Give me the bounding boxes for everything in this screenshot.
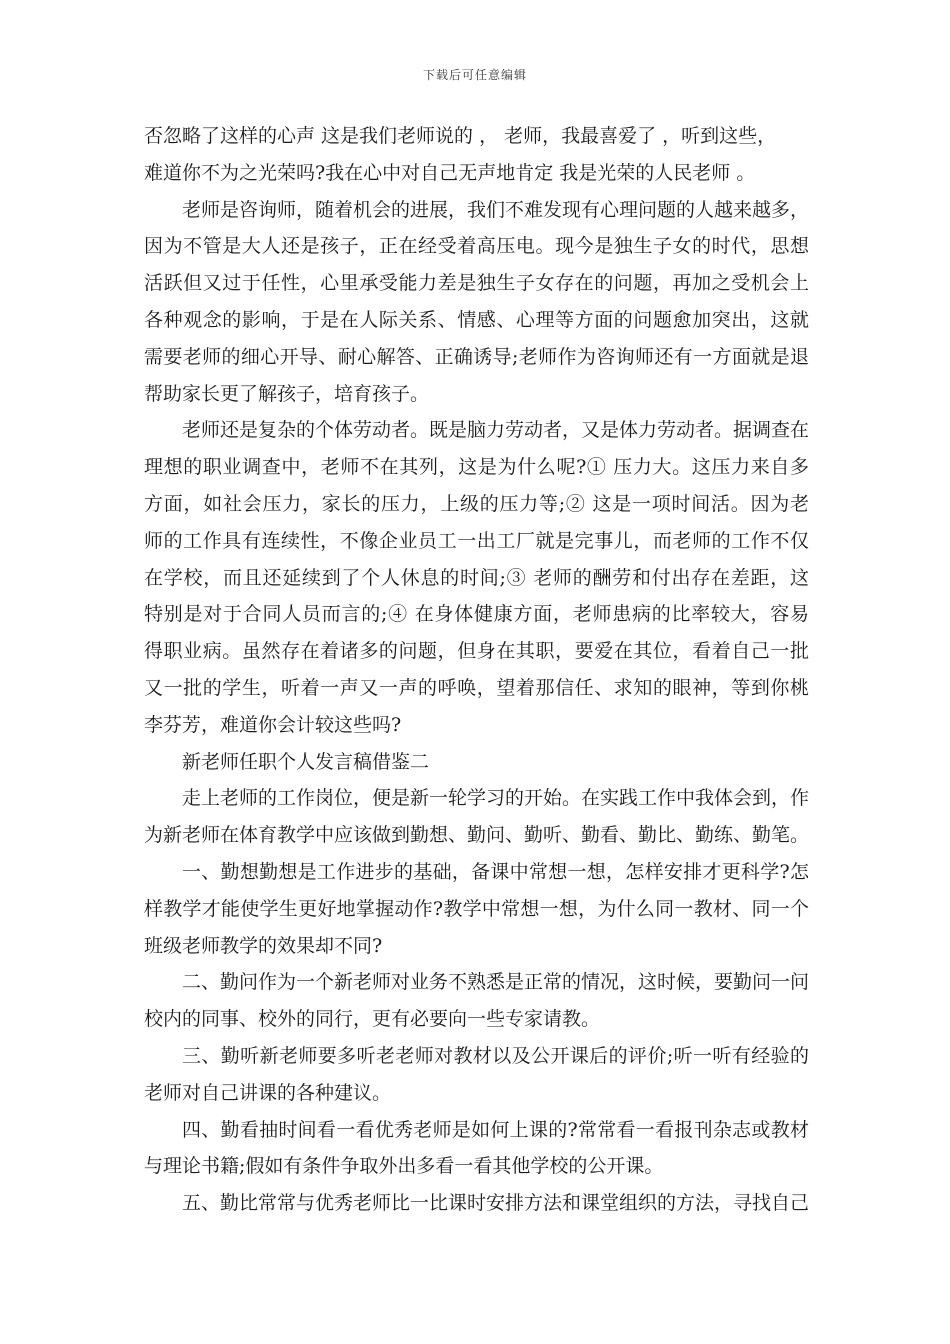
page-header: 下载后可任意编辑 (422, 68, 527, 82)
text-line: 四、勤看抽时间看一看优秀老师是如何上课的?常常看一看报刊杂志或教材 (182, 1118, 809, 1141)
text-line: 五、勤比常常与优秀老师比一比课时安排方法和课堂组织的方法，寻找自己 (182, 1192, 810, 1215)
text-line: 与理论书籍;假如有条件争取外出多看一看其他学校的公开课。 (144, 1155, 664, 1178)
text-line: 需要老师的细心开导、耐心解答、正确诱导;老师作为咨询师还有一方面就是退 (144, 345, 809, 368)
text-line: 难道你不为之光荣吗?我在心中对自己无声地肯定 我是光荣的人民老师 。 (144, 161, 756, 184)
text-line: 李芬芳，难道你会计较这些吗? (144, 713, 402, 736)
text-line: 得职业病。虽然存在着诸多的问题，但身在其职，要爱在其位，看着自己一批 (144, 640, 809, 663)
text-line: 活跃但又过于任性，心里承受能力差是独生子女存在的问题，再加之受机会上 (144, 272, 809, 295)
text-line: 方面，如社会压力，家长的压力，上级的压力等;② 这是一项时间活。因为老 (144, 492, 809, 515)
document-body (144, 118, 809, 1222)
text-line: 特别是对于合同人员而言的;④ 在身体健康方面，老师患病的比率较大，容易 (144, 603, 809, 626)
text-line: 老师是咨询师，随着机会的进展，我们不难发现有心理问题的人越来越多， (182, 198, 810, 221)
text-line: 在学校，而且还延续到了个人休息的时间;③ 老师的酬劳和付出存在差距，这 (144, 566, 809, 589)
text-line: 新老师任职个人发言稿借鉴二 (182, 750, 430, 773)
text-line: 走上老师的工作岗位，便是新一轮学习的开始。在实践工作中我体会到，作 (182, 787, 810, 810)
text-line: 为新老师在体育教学中应该做到勤想、勤问、勤听、勤看、勤比、勤练、勤笔。 (144, 824, 810, 847)
text-line: 班级老师教学的效果却不同? (144, 934, 383, 957)
text-line: 二、勤问作为一个新老师对业务不熟悉是正常的情况，这时候，要勤问一问 (182, 971, 810, 994)
text-line: 又一批的学生，听着一声又一声的呼唤，望着那信任、求知的眼神，等到你桃 (144, 676, 809, 699)
text-line: 师的工作具有连续性，不像企业员工一出工厂就是完事儿，而老师的工作不仅 (144, 529, 809, 552)
text-line: 帮助家长更了解孩子，培育孩子。 (144, 382, 430, 405)
text-line: 校内的同事、校外的同行，更有必要向一些专家请教。 (144, 1008, 601, 1031)
text-line: 一、勤想勤想是工作进步的基础，备课中常想一想，怎样安排才更科学?怎 (182, 860, 809, 883)
text-line: 各种观念的影响，于是在人际关系、情感、心理等方面的问题愈加突出，这就 (144, 308, 809, 331)
text-line: 样教学才能使学生更好地掌握动作?教学中常想一想，为什么同一教材、同一个 (144, 897, 809, 920)
text-line: 三、勤听新老师要多听老老师对教材以及公开课后的评价;听一听有经验的 (182, 1044, 809, 1067)
text-line: 老师对自己讲课的各种建议。 (144, 1081, 392, 1104)
text-line: 理想的职业调查中，老师不在其列，这是为什么呢?① 压力大。这压力来自多 (144, 456, 809, 479)
text-line: 因为不管是大人还是孩子，正在经受着高压电。现今是独生子女的时代，思想 (144, 235, 809, 258)
text-line: 否忽略了这样的心声 这是我们老师说的 ， 老师，我最喜爱了 ，听到这些， (144, 125, 777, 147)
text-line: 老师还是复杂的个体劳动者。既是脑力劳动者，又是体力劳动者。据调查在 (182, 419, 810, 442)
